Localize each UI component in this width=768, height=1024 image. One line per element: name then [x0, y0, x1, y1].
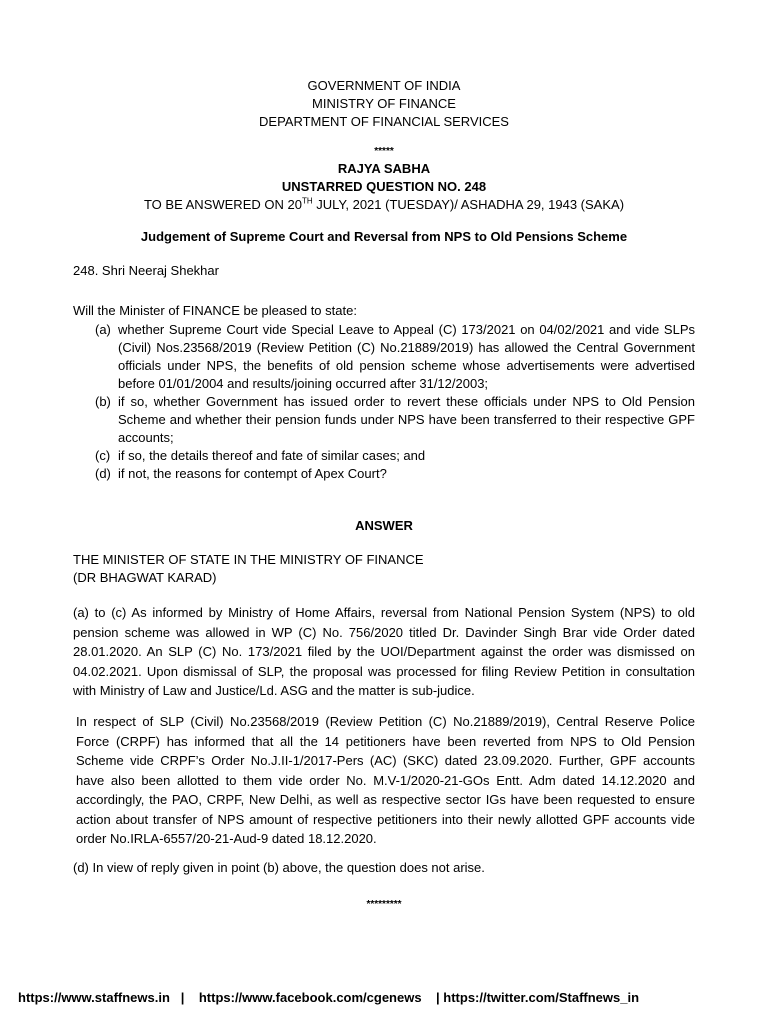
answer-heading: ANSWER	[355, 518, 413, 533]
question-label: (c)	[95, 448, 111, 463]
question-item	[95, 465, 695, 483]
minister-block	[73, 551, 424, 587]
letterhead	[0, 77, 768, 131]
answer-date-sup: TH	[301, 196, 313, 206]
question-text: whether Supreme Court vide Special Leave to Appeal (C) 173/2021 on 04/02/2021 and vide SLPs (Civil) Nos.23568/2019 (Review Petition (C) No.21889/2019) has allowed the Central Government officials under NPS, the benefits of old pension scheme whose advertisements were advertised before 01/01/2004 and results/joining occurred after 31/12/2003;	[118, 322, 695, 391]
question-number: UNSTARRED QUESTION NO. 248	[281, 179, 487, 194]
question-item	[95, 393, 695, 447]
department-line: DEPARTMENT OF FINANCIAL SERVICES	[259, 114, 509, 129]
house-name: RAJYA SABHA	[337, 161, 431, 176]
minister-title: THE MINISTER OF STATE IN THE MINISTRY OF FINANCE	[73, 552, 424, 567]
question-header	[0, 160, 768, 214]
question-label: (b)	[95, 394, 111, 409]
answer-paragraph-crpf: In respect of SLP (Civil) No.23568/2019 (Review Petition (C) No.21889/2019), Central Reserve Police Force (CRPF) has informed that all the 14 petitioners have been reverted from NPS to Old Pension Scheme vide CRPF’s Order No.J.II-1/2017-Pers (AC) (SKC) dated 23.09.2020. Further, GPF accounts have also been allotted to them vide order No. M.V-1/2020-21-GOs Entt. Adm dated 14.12.2020 and accordingly, the PAO, CRPF, New Delhi, as well as respective sector IGs have been requested to ensure action about transfer of NPS amount of respective petitioners into their newly allotted GPF accounts vide order No.IRLA-6557/20-21-Aud-9 dated 18.12.2020.	[76, 714, 695, 846]
question-text: if so, the details thereof and fate of similar cases; and	[118, 448, 426, 463]
question-text: if so, whether Government has issued order to revert these officials under NPS to Old Pension Scheme and whether their pension funds under NPS have been transferred to their respective GPF accounts;	[118, 394, 695, 445]
question-list	[95, 321, 695, 483]
footer-links	[18, 989, 639, 1007]
ministry-line: MINISTRY OF FINANCE	[312, 96, 456, 111]
footer-separator: |	[169, 990, 199, 1005]
answer-date	[0, 196, 768, 214]
question-item	[95, 321, 695, 393]
answer-date-prefix: TO BE ANSWERED ON 20	[143, 197, 302, 212]
answer-paragraph-a-c: (a) to (c) As informed by Ministry of Home Affairs, reversal from National Pension System (NPS) to old pension scheme was allowed in WP (C) No. 756/2020 titled Dr. Davinder Singh Brar vide Order dated 28.01.2020. An SLP (C) No. 173/2021 filed by the UOI/Department against the order was dismissed on 04.02.2021. Upon dismissal of SLP, the proposal was processed for filing Review Petition in consultation with Ministry of Law and Justice/Ld. ASG and the matter is sub-judice.	[73, 605, 695, 698]
question-item	[95, 447, 695, 465]
answer-paragraph-d: (d) In view of reply given in point (b) above, the question does not arise.	[73, 860, 485, 875]
twitter-link[interactable]: https://twitter.com/Staffnews_in	[443, 990, 640, 1005]
separator-stars: *****	[374, 146, 394, 157]
question-subject: Judgement of Supreme Court and Reversal from NPS to Old Pensions Scheme	[140, 229, 628, 244]
question-label: (d)	[95, 466, 111, 481]
end-stars: *********	[366, 899, 402, 910]
member-name: 248. Shri Neeraj Shekhar	[73, 263, 219, 278]
answer-date-suffix: JULY, 2021 (TUESDAY)/ ASHADHA 29, 1943 (SAKA)	[312, 197, 625, 212]
footer-separator: |	[421, 990, 444, 1005]
question-intro: Will the Minister of FINANCE be pleased to state:	[73, 303, 357, 318]
staffnews-link[interactable]: https://www.staffnews.in	[18, 990, 170, 1005]
question-label: (a)	[95, 322, 111, 337]
minister-name: (DR BHAGWAT KARAD)	[73, 570, 217, 585]
facebook-link[interactable]: https://www.facebook.com/cgenews	[198, 990, 422, 1005]
govt-line: GOVERNMENT OF INDIA	[307, 78, 461, 93]
question-text: if not, the reasons for contempt of Apex Court?	[118, 466, 387, 481]
